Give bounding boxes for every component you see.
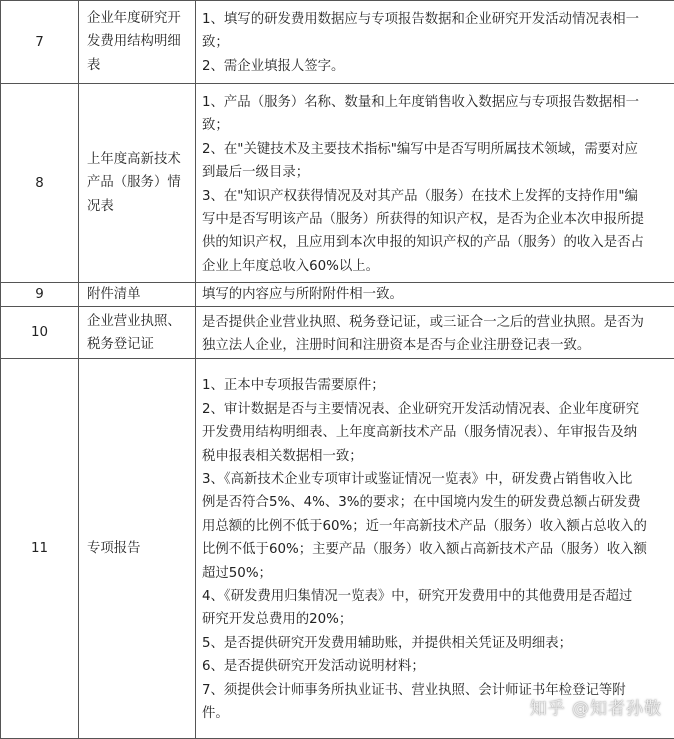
requirement-line: 5、是否提供研究开发费用辅助账，并提供相关凭证及明细表； [202, 632, 670, 655]
requirement-line: 供的知识产权，且应用到本次申报的知识产权的产品（服务）的收入是否占 [202, 231, 670, 254]
table-row [1, 307, 674, 359]
row-number: 9 [1, 283, 79, 307]
requirement-line: 3、在"知识产权获得情况及对其产品（服务）在技术上发挥的支持作用"编 [202, 185, 670, 208]
requirement-line: 4、《研发费用归集情况一览表》中，研究开发费用中的其他费用是否超过 [202, 585, 670, 608]
requirement-line: 例是否符合5%、4%、3%的要求；在中国境内发生的研发费总额占研发费 [202, 491, 670, 514]
material-name [79, 84, 196, 283]
material-name-line: 发费用结构明细 [87, 30, 191, 53]
requirement-line: 用总额的比例不低于60%；近一年高新技术产品（服务）收入额占总收入的 [202, 515, 670, 538]
requirement-line: 1、产品（服务）名称、数量和上年度销售收入数据应与专项报告数据相一 [202, 91, 670, 114]
requirement-line: 超过50%； [202, 562, 670, 585]
material-name-line: 产品（服务）情 [87, 171, 191, 194]
review-requirement [196, 283, 674, 307]
row-number: 8 [1, 84, 79, 283]
requirement-line: 填写的内容应与所附附件相一致。 [202, 283, 670, 306]
material-name-line: 企业营业执照、 [87, 310, 191, 333]
material-name [79, 1, 196, 84]
requirement-line: 比例不低于60%；主要产品（服务）收入额占高新技术产品（服务）收入额 [202, 538, 670, 561]
row-number: 10 [1, 307, 79, 359]
table-row [1, 1, 674, 84]
requirement-line: 1、填写的研发费用数据应与专项报告数据和企业研究开发活动情况表相一 [202, 8, 670, 31]
material-name-line: 上年度高新技术 [87, 148, 191, 171]
requirement-line: 2、在"关键技术及主要技术指标"编写中是否写明所属技术领域，需要对应 [202, 138, 670, 161]
material-name [79, 283, 196, 307]
requirement-line: 3、《高新技术企业专项审计或鉴证情况一览表》中，研发费占销售收入比 [202, 468, 670, 491]
requirement-line: 7、须提供会计师事务所执业证书、营业执照、会计师证书年检登记等附 [202, 679, 670, 702]
table-row [1, 84, 674, 283]
requirement-line: 2、审计数据是否与主要情况表、企业研究开发活动情况表、企业年度研究 [202, 398, 670, 421]
table-row [1, 283, 674, 307]
material-name-line: 表 [87, 54, 191, 77]
requirement-line: 写中是否写明该产品（服务）所获得的知识产权，是否为企业本次申报所提 [202, 208, 670, 231]
requirement-line: 6、是否提供研究开发活动说明材料； [202, 655, 670, 678]
table-row [1, 359, 674, 739]
material-name-line: 企业年度研究开 [87, 7, 191, 30]
material-name-line: 附件清单 [87, 283, 191, 306]
row-number: 11 [1, 359, 79, 739]
requirement-line: 开发费用结构明细表、上年度高新技术产品（服务情况表）、年审报告及纳 [202, 421, 670, 444]
requirement-line: 致； [202, 114, 670, 137]
material-name [79, 307, 196, 359]
material-name-line: 况表 [87, 195, 191, 218]
zhihu-watermark: 知乎 @知者孙敬 [530, 694, 662, 719]
material-name-line: 专项报告 [87, 537, 191, 560]
review-requirement [196, 84, 674, 283]
requirement-line: 是否提供企业营业执照、税务登记证，或三证合一之后的营业执照。是否为 [202, 311, 670, 334]
requirement-line: 件。 [202, 702, 670, 725]
row-number: 7 [1, 1, 79, 84]
requirement-line: 独立法人企业，注册时间和注册资本是否与企业注册登记表一致。 [202, 334, 670, 357]
material-name [79, 359, 196, 739]
review-requirement [196, 359, 674, 739]
requirement-line: 企业上年度总收入60%以上。 [202, 255, 670, 278]
requirement-line: 致； [202, 31, 670, 54]
requirement-line: 1、正本中专项报告需要原件； [202, 374, 670, 397]
review-requirement [196, 1, 674, 84]
review-requirement [196, 307, 674, 359]
requirement-line: 到最后一级目录； [202, 161, 670, 184]
material-name-line: 税务登记证 [87, 333, 191, 356]
requirement-line: 2、需企业填报人签字。 [202, 55, 670, 78]
requirement-line: 税申报表相关数据相一致； [202, 445, 670, 468]
requirement-line: 研究开发总费用的20%； [202, 608, 670, 631]
